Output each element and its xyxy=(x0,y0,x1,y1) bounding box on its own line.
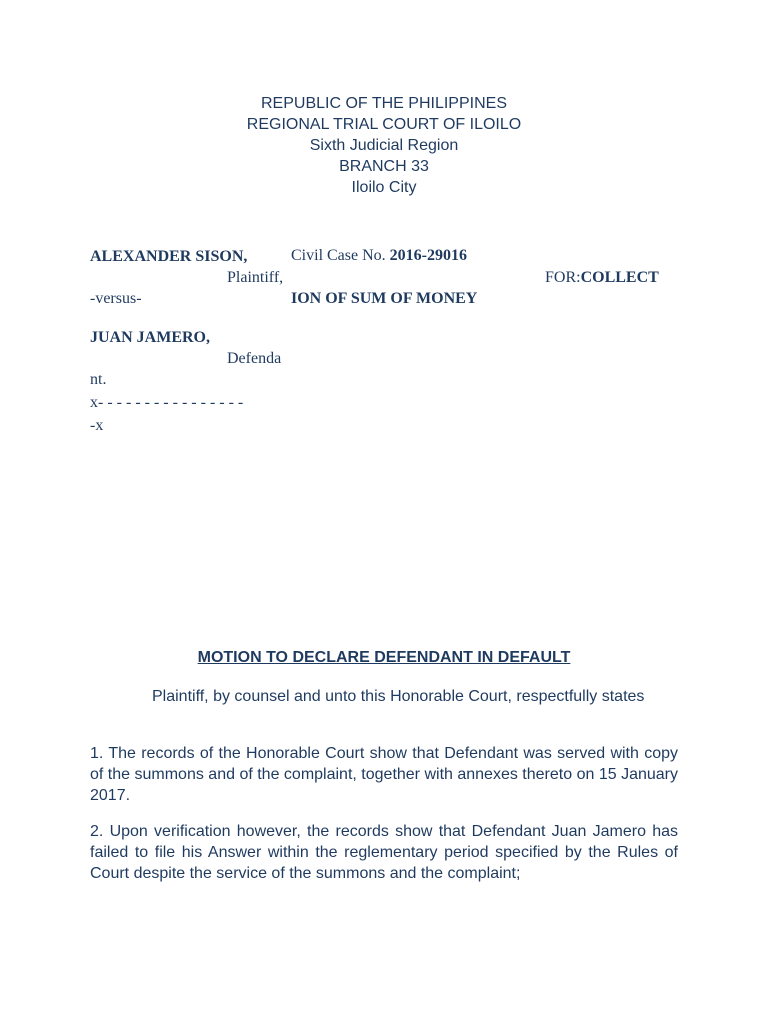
header-branch: BRANCH 33 xyxy=(339,158,429,175)
header-republic: REPUBLIC OF THE PHILIPPINES xyxy=(261,95,507,112)
case-number xyxy=(291,247,467,265)
motion-intro: Plaintiff, by counsel and unto this Honorable Court, respectfully states xyxy=(152,688,645,705)
caption-separator-line1: x- - - - - - - - - - - - - - - - xyxy=(90,394,244,411)
motion-title: MOTION TO DECLARE DEFENDANT IN DEFAULT xyxy=(197,649,571,666)
motion-paragraph-1: 1. The records of the Honorable Court show that Defendant was served with copy of the summons and of the complaint, together with annexes thereto on 15 January 2017. xyxy=(90,745,678,804)
header-region: Sixth Judicial Region xyxy=(309,137,459,154)
defendant-role-part2: nt. xyxy=(90,371,107,388)
caption-separator-line2: -x xyxy=(90,417,104,434)
plaintiff-role: Plaintiff, xyxy=(227,269,284,286)
case-number-label: Civil Case No. xyxy=(291,247,390,264)
case-number-value: 2016-29016 xyxy=(389,247,467,264)
for-value-part2: ION OF SUM OF MONEY xyxy=(291,290,478,307)
versus-label: -versus- xyxy=(90,290,142,307)
case-nature xyxy=(545,269,659,287)
header-court: REGIONAL TRIAL COURT OF ILOILO xyxy=(246,116,522,133)
header-city: Iloilo City xyxy=(351,179,417,196)
motion-paragraph-2: 2. Upon verification however, the records show that Defendant Juan Jamero has failed to file his Answer within the reglementary period specified by the Rules of Court despite the service of the summons and the complaint; xyxy=(90,823,678,882)
plaintiff-name: ALEXANDER SISON, xyxy=(90,248,248,265)
defendant-role-part1: Defenda xyxy=(227,350,282,367)
for-label: FOR: xyxy=(545,269,581,286)
defendant-name: JUAN JAMERO, xyxy=(90,329,210,346)
court-header xyxy=(0,93,768,198)
for-value-part1: COLLECT xyxy=(580,269,659,286)
